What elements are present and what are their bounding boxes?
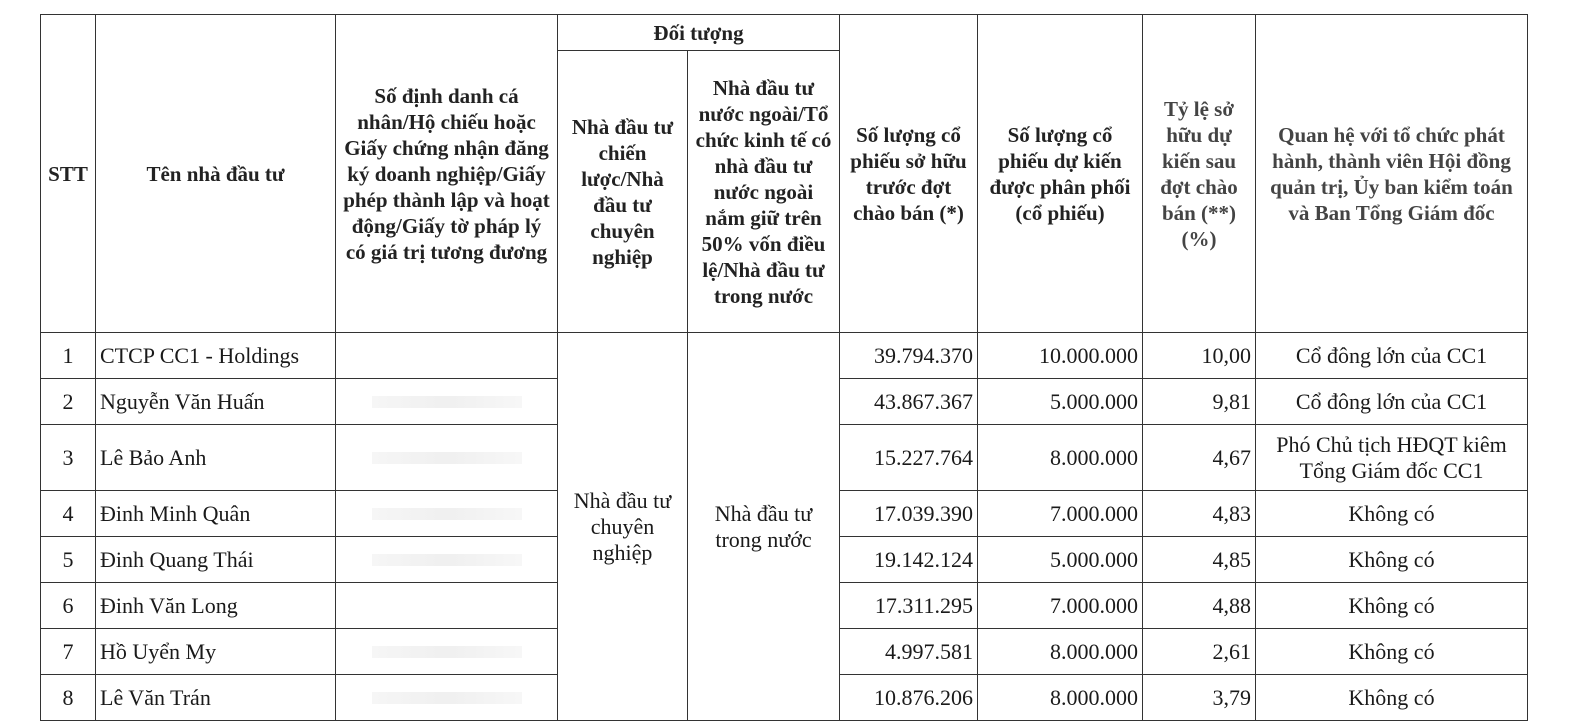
cell-relationship: Không có — [1256, 583, 1528, 629]
cell-shares-allocated: 8.000.000 — [978, 629, 1143, 675]
cell-shares-allocated: 8.000.000 — [978, 675, 1143, 721]
cell-stt: 4 — [41, 491, 96, 537]
cell-id-redacted — [336, 583, 558, 629]
cell-name: Lê Văn Trán — [96, 675, 336, 721]
cell-id-redacted — [336, 379, 558, 425]
table-row — [41, 333, 1528, 379]
header-shares-before: Số lượng cổ phiếu sở hữu trước đợt chào bán (*) — [840, 15, 978, 333]
cell-shares-before: 17.039.390 — [840, 491, 978, 537]
header-investor-name: Tên nhà đầu tư — [96, 15, 336, 333]
cell-name: Lê Bảo Anh — [96, 425, 336, 491]
cell-ownership-ratio: 10,00 — [1143, 333, 1256, 379]
cell-id-redacted — [336, 629, 558, 675]
redacted-id-bar — [372, 452, 522, 464]
cell-name: Đinh Văn Long — [96, 583, 336, 629]
header-stt: STT — [41, 15, 96, 333]
cell-name: Đinh Minh Quân — [96, 491, 336, 537]
redacted-id-bar — [372, 646, 522, 658]
header-relationship: Quan hệ với tổ chức phát hành, thành viên Hội đồng quản trị, Ủy ban kiểm toán và Ban Tổng Giám đốc — [1256, 15, 1528, 333]
header-ownership-after: Tỷ lệ sở hữu dự kiến sau đợt chào bán (**) (%) — [1143, 15, 1256, 333]
cell-shares-allocated: 5.000.000 — [978, 537, 1143, 583]
cell-shares-before: 4.997.581 — [840, 629, 978, 675]
cell-stt: 7 — [41, 629, 96, 675]
cell-id-redacted — [336, 675, 558, 721]
cell-ownership-ratio: 2,61 — [1143, 629, 1256, 675]
header-id-number: Số định danh cá nhân/Hộ chiếu hoặc Giấy chứng nhận đăng ký doanh nghiệp/Giấy phép thành lập và hoạt động/Giấy tờ pháp lý có giá trị tương đương — [336, 15, 558, 333]
cell-subject-foreign: Nhà đầu tư trong nước — [688, 333, 840, 721]
cell-shares-before: 17.311.295 — [840, 583, 978, 629]
cell-relationship: Phó Chủ tịch HĐQT kiêm Tổng Giám đốc CC1 — [1256, 425, 1528, 491]
cell-shares-allocated: 8.000.000 — [978, 425, 1143, 491]
cell-shares-allocated: 5.000.000 — [978, 379, 1143, 425]
cell-stt: 5 — [41, 537, 96, 583]
cell-relationship: Không có — [1256, 491, 1528, 537]
cell-ownership-ratio: 4,88 — [1143, 583, 1256, 629]
cell-name: Nguyễn Văn Huấn — [96, 379, 336, 425]
cell-shares-before: 10.876.206 — [840, 675, 978, 721]
cell-relationship: Không có — [1256, 537, 1528, 583]
header-subject-foreign: Nhà đầu tư nước ngoài/Tổ chức kinh tế có nhà đầu tư nước ngoài nắm giữ trên 50% vốn điều lệ/Nhà đầu tư trong nước — [688, 51, 840, 333]
cell-stt: 2 — [41, 379, 96, 425]
cell-ownership-ratio: 4,83 — [1143, 491, 1256, 537]
cell-name: Hồ Uyển My — [96, 629, 336, 675]
cell-id-redacted — [336, 425, 558, 491]
redacted-id-bar — [372, 554, 522, 566]
cell-relationship: Cổ đông lớn của CC1 — [1256, 333, 1528, 379]
header-subject-strategic: Nhà đầu tư chiến lược/Nhà đầu tư chuyên nghiệp — [558, 51, 688, 333]
cell-relationship: Không có — [1256, 675, 1528, 721]
cell-subject-strategic: Nhà đầu tư chuyên nghiệp — [558, 333, 688, 721]
header-shares-allocated: Số lượng cổ phiếu dự kiến được phân phối (cổ phiếu) — [978, 15, 1143, 333]
cell-ownership-ratio: 4,85 — [1143, 537, 1256, 583]
cell-stt: 8 — [41, 675, 96, 721]
investor-allocation-table — [40, 14, 1528, 721]
cell-id-redacted — [336, 333, 558, 379]
cell-shares-allocated: 7.000.000 — [978, 583, 1143, 629]
cell-stt: 1 — [41, 333, 96, 379]
cell-id-redacted — [336, 491, 558, 537]
cell-shares-before: 15.227.764 — [840, 425, 978, 491]
cell-name: CTCP CC1 - Holdings — [96, 333, 336, 379]
cell-shares-before: 39.794.370 — [840, 333, 978, 379]
redacted-id-bar — [372, 396, 522, 408]
cell-name: Đinh Quang Thái — [96, 537, 336, 583]
header-subject-group: Đối tượng — [558, 15, 840, 51]
cell-id-redacted — [336, 537, 558, 583]
cell-ownership-ratio: 4,67 — [1143, 425, 1256, 491]
cell-shares-before: 43.867.367 — [840, 379, 978, 425]
cell-shares-allocated: 10.000.000 — [978, 333, 1143, 379]
cell-relationship: Không có — [1256, 629, 1528, 675]
cell-stt: 6 — [41, 583, 96, 629]
redacted-id-bar — [372, 508, 522, 520]
cell-ownership-ratio: 9,81 — [1143, 379, 1256, 425]
redacted-id-bar — [372, 692, 522, 704]
cell-relationship: Cổ đông lớn của CC1 — [1256, 379, 1528, 425]
cell-ownership-ratio: 3,79 — [1143, 675, 1256, 721]
cell-shares-allocated: 7.000.000 — [978, 491, 1143, 537]
cell-stt: 3 — [41, 425, 96, 491]
cell-shares-before: 19.142.124 — [840, 537, 978, 583]
